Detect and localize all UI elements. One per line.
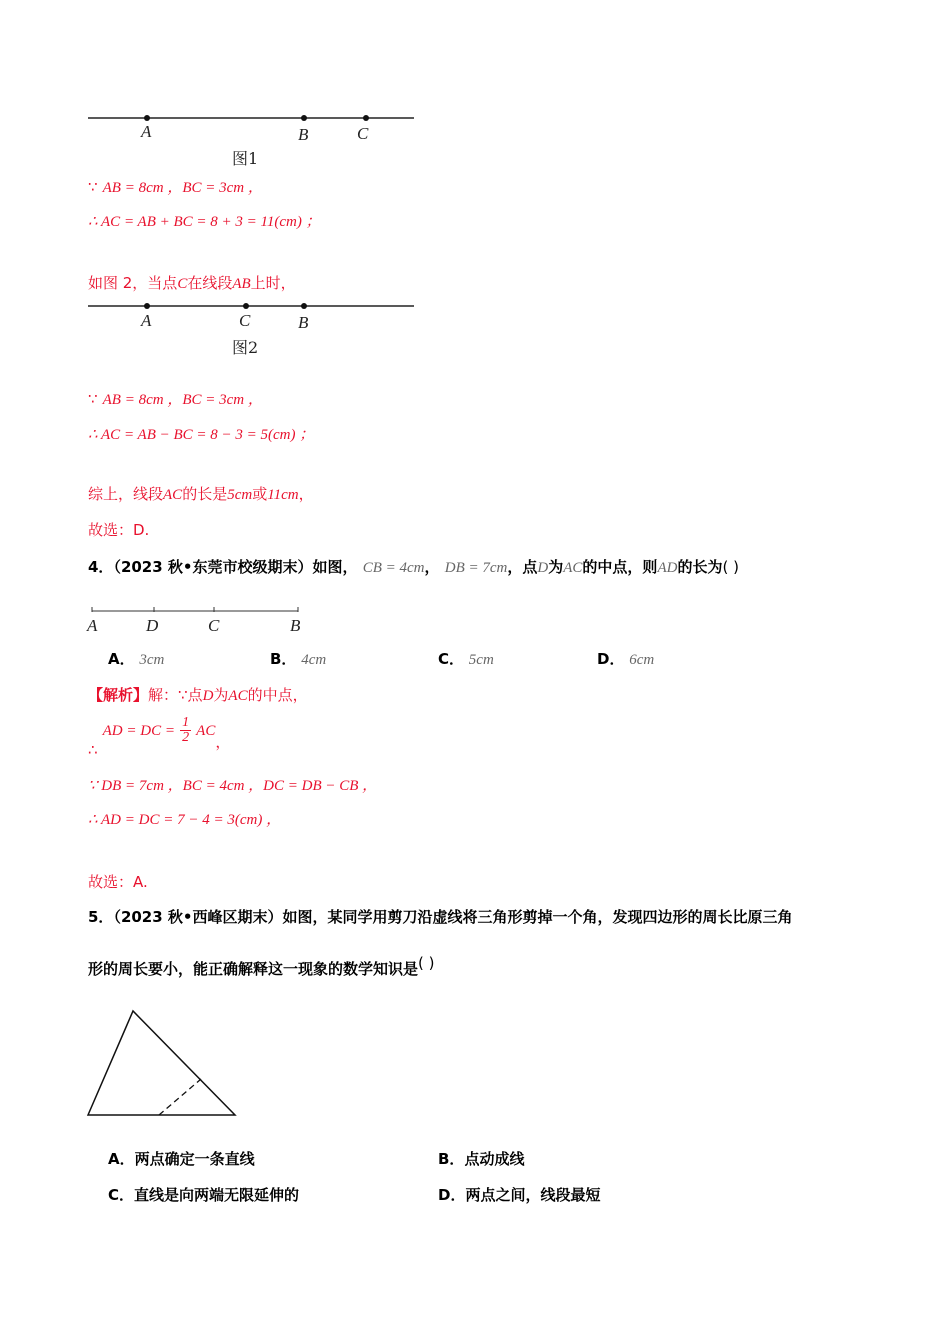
- fig1-label-a: A: [141, 122, 152, 141]
- q4-label-d: D: [146, 616, 159, 635]
- q4-step1: ∴ AD = DC = $\frac{1}{2}$ AC，: [88, 715, 231, 759]
- q5-triangle: [88, 1011, 235, 1115]
- prev-choice: 故选：D.: [88, 521, 150, 539]
- q4-step3: ∴ AD = DC = 7 − 4 = 3(cm) ，: [88, 812, 282, 828]
- fig2-point-c: [243, 303, 249, 309]
- fig1-point-c: [363, 115, 369, 121]
- q4-label-a: A: [87, 616, 98, 635]
- q4-option-d[interactable]: D． 6cm: [597, 650, 655, 668]
- sol-line-2: ∴ AC = AB + BC = 8 + 3 = 11(cm) ；: [88, 214, 321, 230]
- q4-option-a[interactable]: A． 3cm: [108, 650, 165, 668]
- q4-label-b: B: [290, 616, 301, 635]
- q5-option-d[interactable]: D．两点之间，线段最短: [438, 1186, 601, 1204]
- fig2-point-b: [301, 303, 307, 309]
- summary-line: 综上，线段AC的长是5cm或11cm，: [88, 485, 314, 503]
- q4-option-c[interactable]: C． 5cm: [438, 650, 494, 668]
- q4-step2: ∵ DB = 7cm ，BC = 4cm ，DC = DB − CB ，: [88, 778, 378, 794]
- fig1-caption: 图1: [232, 149, 259, 168]
- q5-stem-line1: 5．（2023 秋•西峰区期末）如图，某同学用剪刀沿虚线将三角形剪掉一个角，发现四边形的周长比原三角: [88, 908, 793, 926]
- q4-stem: 4．（2023 秋•东莞市校级期末）如图， CB = 4cm， DB = 7cm，点D为AC的中点，则AD的长为( ): [88, 558, 739, 576]
- q5-option-b[interactable]: B．点动成线: [438, 1150, 525, 1168]
- because-symbol: ∵: [88, 178, 98, 196]
- fig1-point-a: [144, 115, 150, 121]
- q4-label-c: C: [208, 616, 220, 635]
- q5-stem-line2: 形的周长要小，能正确解释这一现象的数学知识是( ): [88, 954, 435, 978]
- q5-option-a[interactable]: A．两点确定一条直线: [108, 1150, 255, 1168]
- sol-line-1: ∵ AB = 8cm ，BC = 3cm ，: [88, 178, 263, 196]
- fig1-label-b: B: [298, 125, 309, 144]
- sol-line-3: ∵ AB = 8cm ，BC = 3cm ，: [88, 390, 263, 408]
- q4-analysis-line: 【解析】解：∵点D为AC的中点，: [88, 686, 308, 704]
- q4-choice: 故选：A.: [88, 873, 148, 891]
- analysis-tag: 【解析】: [88, 686, 149, 704]
- fig1-label-c: C: [357, 124, 369, 143]
- fig2-point-a: [144, 303, 150, 309]
- fig2-label-b: B: [298, 313, 309, 332]
- q5-cut-line: [159, 1079, 201, 1115]
- q5-option-c[interactable]: C．直线是向两端无限延伸的: [108, 1186, 300, 1204]
- fraction-half: $\frac{1}{2}$: [182, 715, 190, 745]
- case2-line: 如图 2，当点C在线段AB上时，: [88, 274, 296, 292]
- fig2-label-a: A: [141, 311, 152, 330]
- fig1-point-b: [301, 115, 307, 121]
- fig2-caption: 图2: [232, 338, 259, 357]
- q4-option-b[interactable]: B． 4cm: [270, 650, 327, 668]
- fig2-label-c: C: [239, 311, 251, 330]
- sol-line-4: ∴ AC = AB − BC = 8 − 3 = 5(cm) ；: [88, 427, 315, 443]
